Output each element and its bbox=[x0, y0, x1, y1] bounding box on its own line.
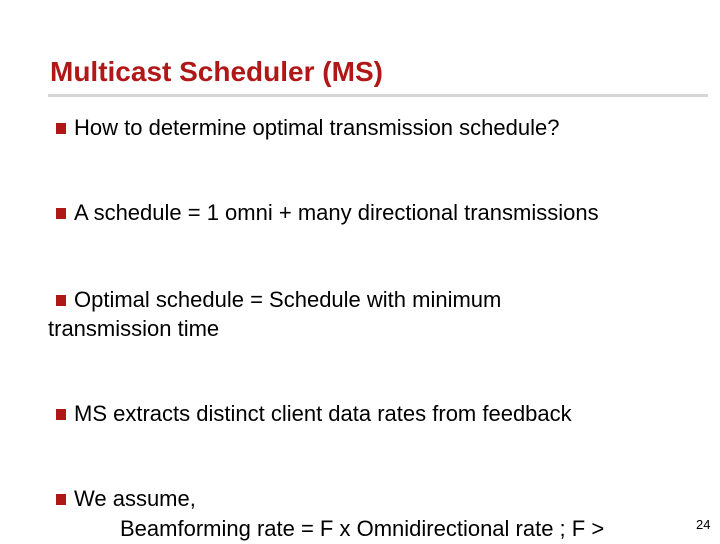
bullet-item bbox=[56, 198, 599, 228]
title-underline bbox=[48, 94, 708, 97]
slide-title: Multicast Scheduler (MS) bbox=[50, 56, 383, 87]
square-bullet-icon bbox=[56, 123, 66, 134]
sub-bullet-text: Beamforming rate = F x Omnidirectional rate ; F > bbox=[120, 516, 605, 541]
bullet-text: MS extracts distinct client data rates from feedback bbox=[74, 401, 572, 426]
bullet-text: We assume, bbox=[74, 486, 196, 511]
square-bullet-icon bbox=[56, 409, 66, 420]
bullet-item bbox=[56, 484, 196, 514]
bullet-item bbox=[56, 399, 572, 429]
bullet-continuation: transmission time bbox=[48, 316, 220, 341]
bullet-text: Optimal schedule = Schedule with minimum bbox=[74, 287, 502, 312]
square-bullet-icon bbox=[56, 295, 66, 306]
bullet-item bbox=[56, 285, 501, 315]
bullet-text: A schedule = 1 omni + many directional transmissions bbox=[74, 200, 599, 225]
bullet-text: How to determine optimal transmission schedule? bbox=[74, 115, 560, 140]
page-number: 24 bbox=[696, 517, 711, 532]
square-bullet-icon bbox=[56, 494, 66, 505]
square-bullet-icon bbox=[56, 208, 66, 219]
bullet-item bbox=[56, 113, 559, 143]
